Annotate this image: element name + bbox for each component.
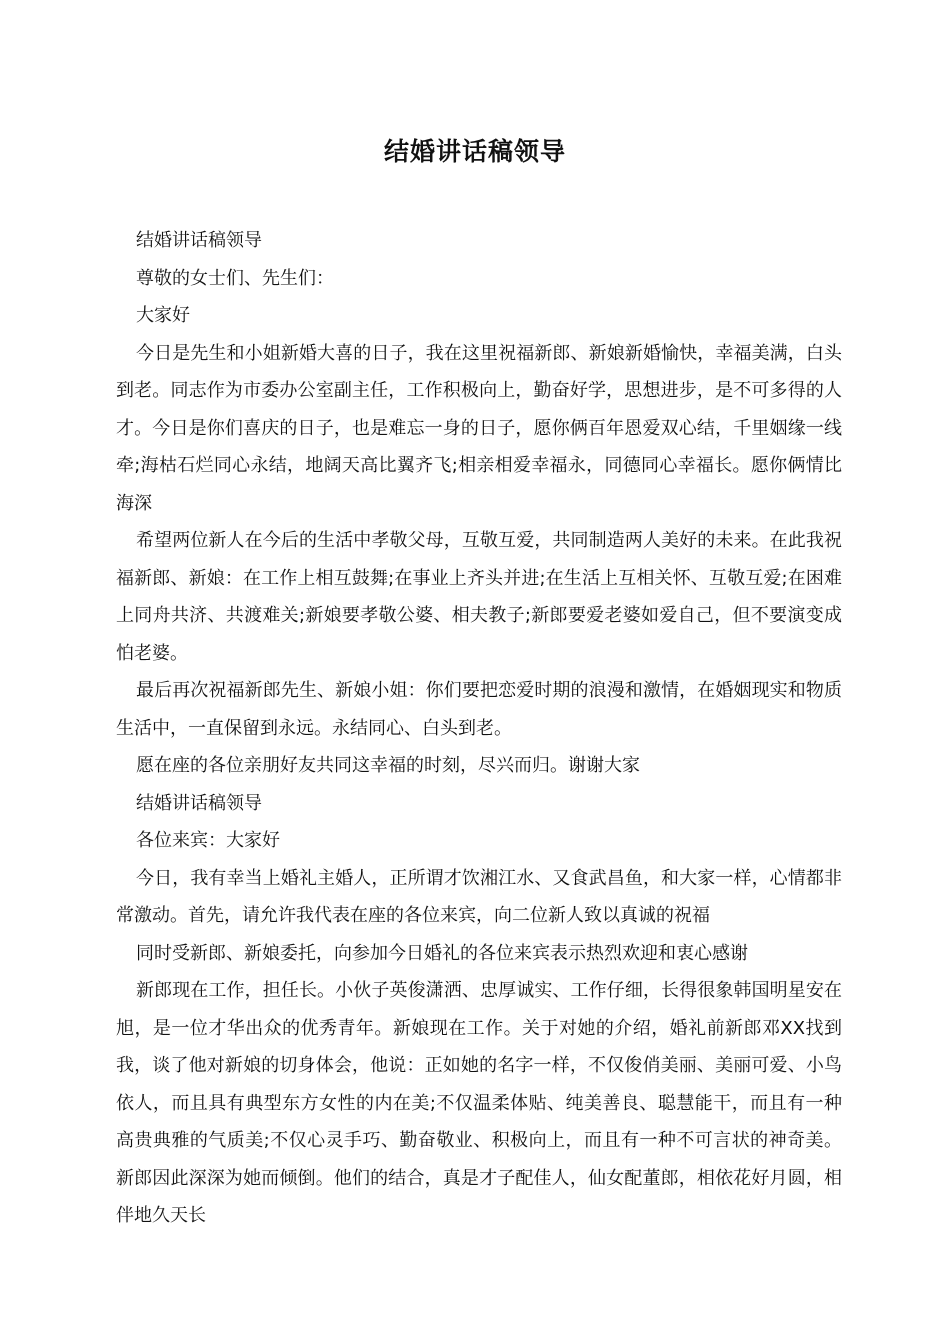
paragraph: 今日，我有幸当上婚礼主婚人，正所谓才饮湘江水、又食武昌鱼，和大家一样，心情都非常激动。首先，请允许我代表在座的各位来宾，向二位新人致以真诚的祝福 — [116, 867, 842, 926]
paragraph: 同时受新郎、新娘委托，向参加今日婚礼的各位来宾表示热烈欢迎和衷心感谢 — [136, 942, 748, 964]
paragraph: 最后再次祝福新郎先生、新娘小姐：你们要把恋爱时期的浪漫和激情，在婚姻现实和物质生活中，一直保留到永远。永结同心、白头到老。 — [116, 680, 842, 739]
paragraph: 大家好 — [136, 305, 190, 326]
paragraph: 各位来宾：大家好 — [136, 830, 280, 851]
paragraph: 希望两位新人在今后的生活中孝敬父母，互敬互爱，共同制造两人美好的未来。在此我祝福新郎、新娘：在工作上相互鼓舞;在事业上齐头并进;在生活上互相关怀、互敬互爱;在困难上同舟共济、共渡难关;新娘要孝敬公婆、相夫教子;新郎要爱老婆如爱自己，但不要演变成怕老婆。 — [116, 530, 842, 664]
paragraph: 尊敬的女士们、先生们： — [136, 267, 334, 289]
document-title: 结婚讲话稿领导 — [383, 137, 566, 166]
paragraph: 结婚讲话稿领导 — [136, 792, 262, 814]
paragraph: 结婚讲话稿领导 — [136, 230, 262, 251]
paragraph: 愿在座的各位亲朋好友共同这幸福的时刻，尽兴而归。谢谢大家 — [136, 755, 640, 776]
document-body — [116, 222, 842, 1235]
paragraph: 今日是先生和小姐新婚大喜的日子，我在这里祝福新郎、新娘新婚愉快，幸福美满，白头到老。同志作为市委办公室副主任，工作积极向上，勤奋好学，思想进步，是不可多得的人才。今日是你们喜庆的日子，也是难忘一身的日子，愿你俩百年恩爱双心结，千里姻缘一线牵;海枯石烂同心永结，地阔天高比翼齐飞;相亲相爱幸福永，同德同心幸福长。愿你俩情比海深 — [116, 342, 842, 514]
paragraph: 新郎现在工作，担任长。小伙子英俊潇洒、忠厚诚实、工作仔细，长得很象韩国明星安在旭，是一位才华出众的优秀青年。新娘现在工作。关于对她的介绍，婚礼前新郎邓XX找到我，谈了他对新娘的切身体会，他说：正如她的名字一样，不仅俊俏美丽、美丽可爱、小鸟依人，而且具有典型东方女性的内在美;不仅温柔体贴、纯美善良、聪慧能干，而且有一种高贵典雅的气质美;不仅心灵手巧、勤奋敬业、积极向上，而且有一种不可言状的神奇美。新郎因此深深为她而倾倒。他们的结合，真是才子配佳人，仙女配董郎，相依花好月圆，相伴地久天长 — [116, 980, 842, 1226]
